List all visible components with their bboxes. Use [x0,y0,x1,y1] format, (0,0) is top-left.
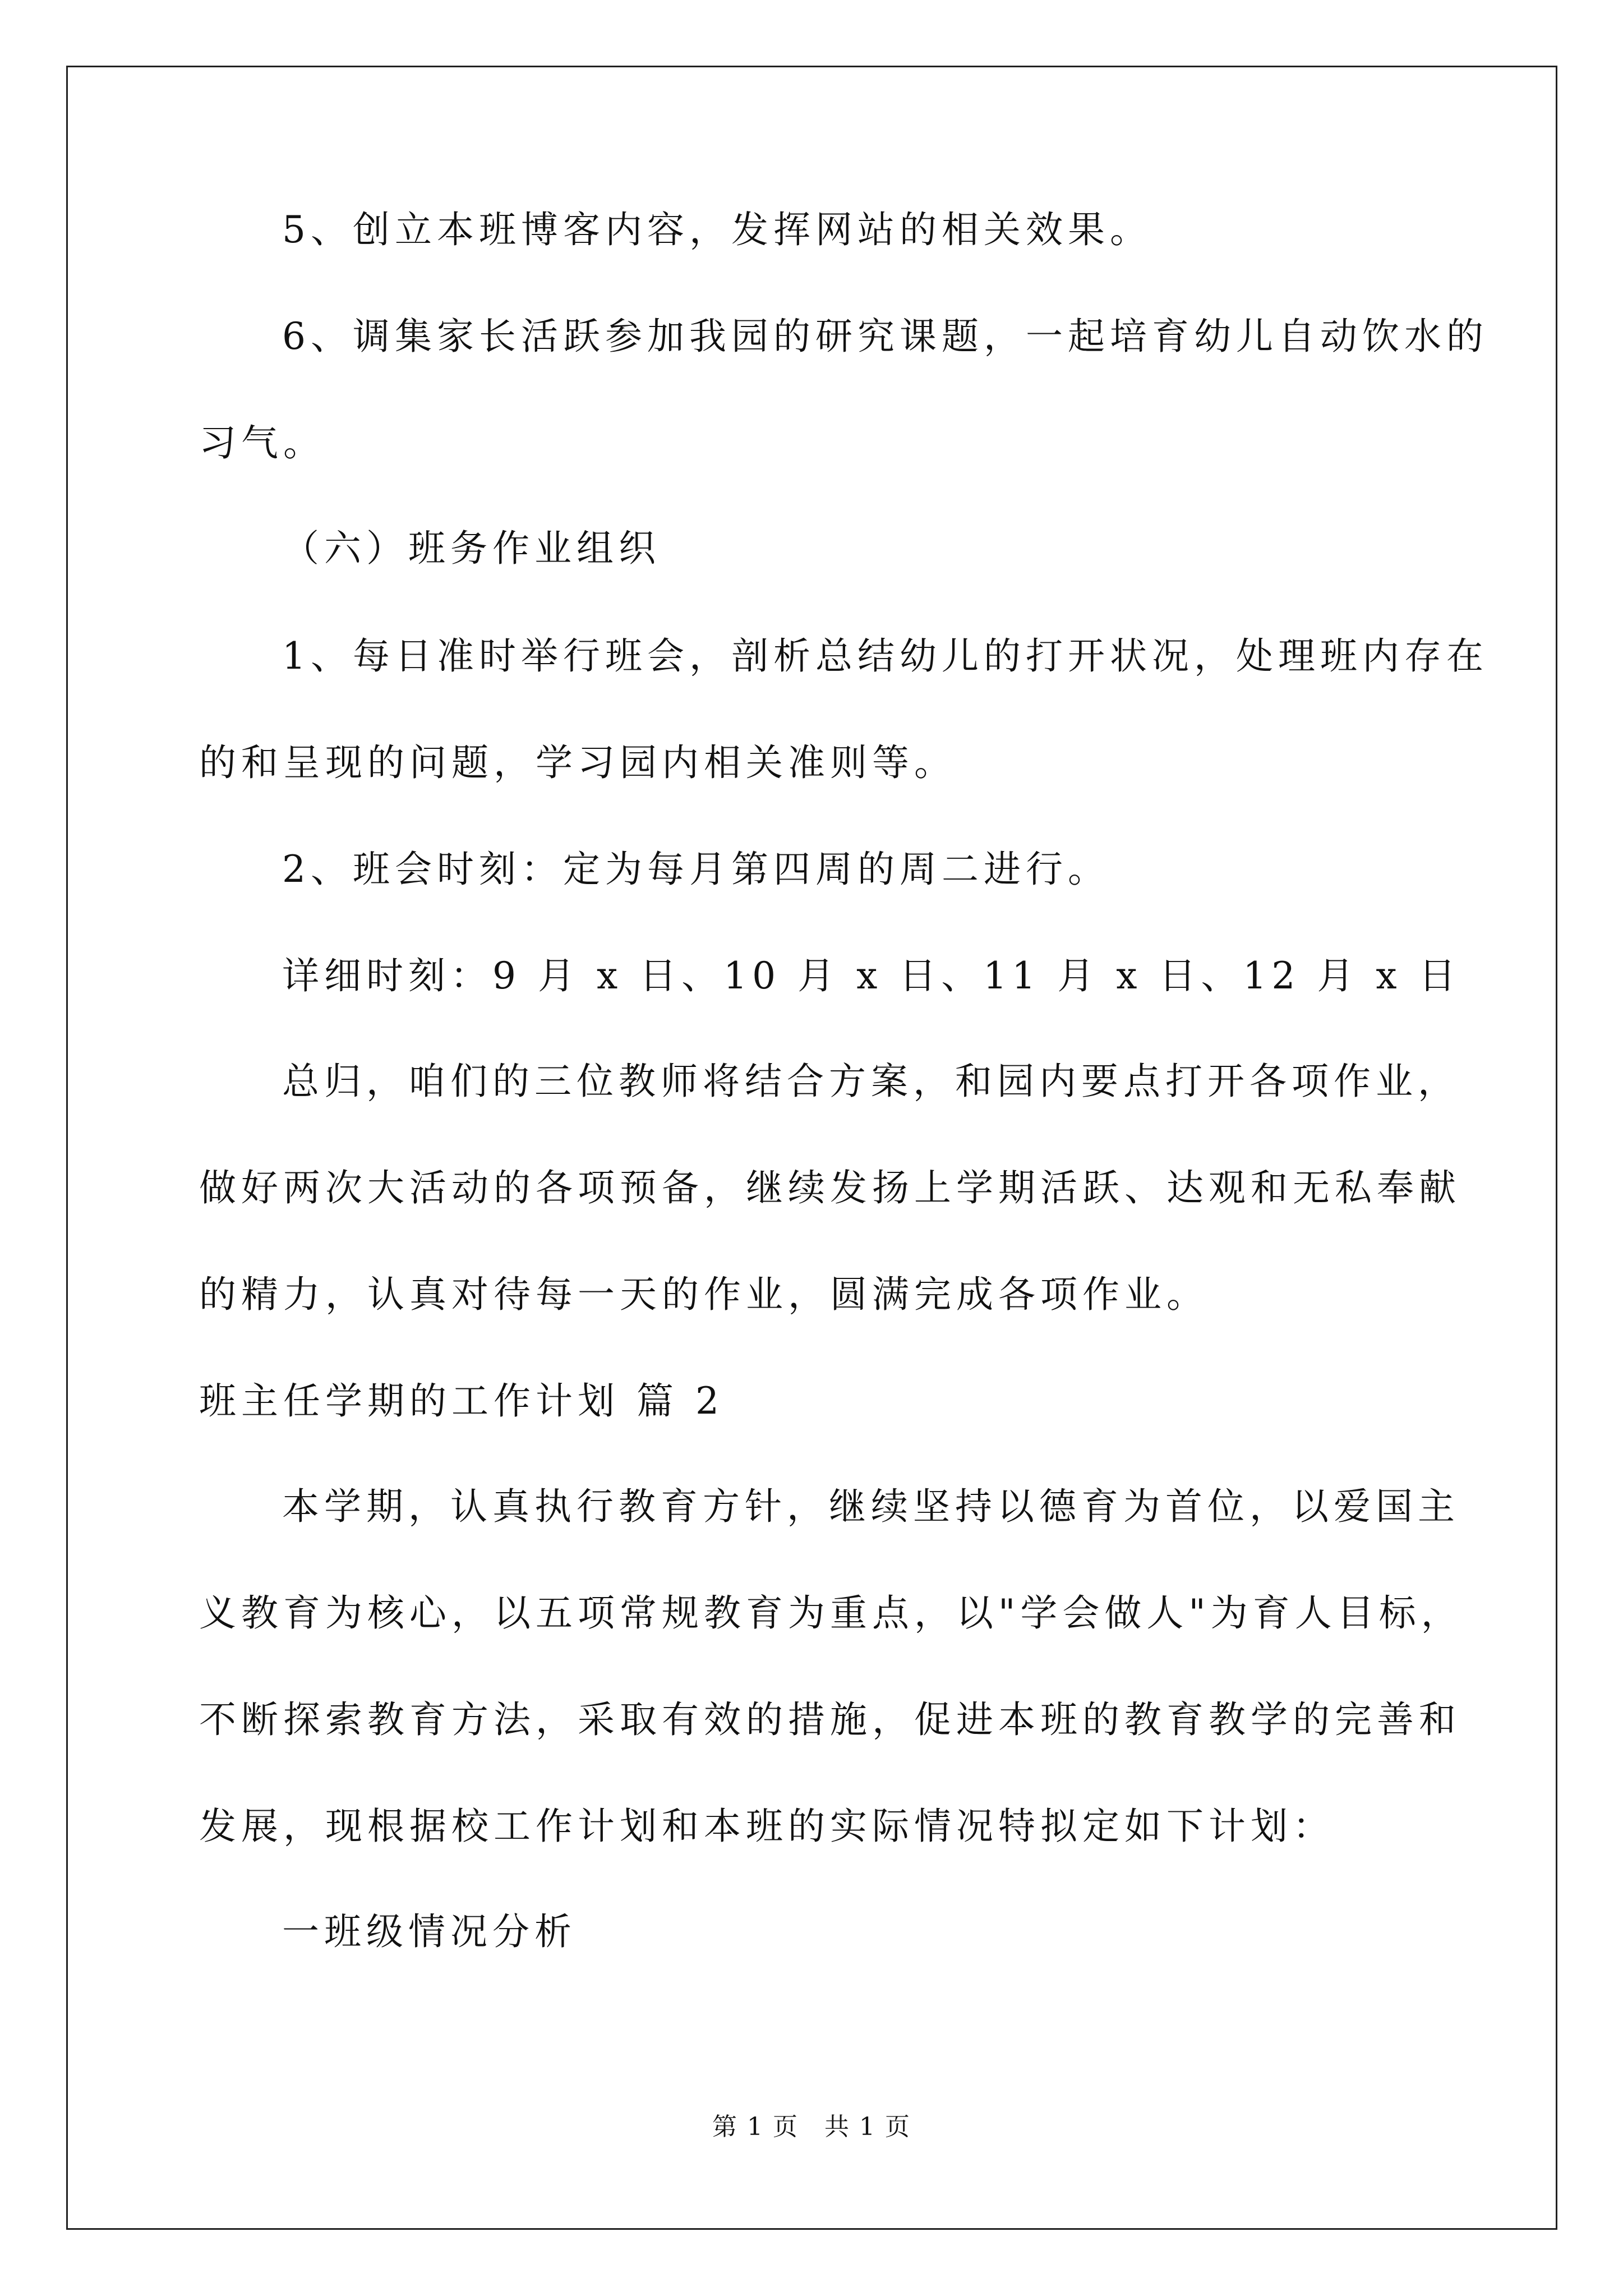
paragraph-line: 不断探索教育方法，采取有效的措施，促进本班的教育教学的完善和 [199,1698,1461,1741]
paragraph-line: 义教育为核心，以五项常规教育为重点，以"学会做人"为育人目标， [199,1591,1463,1635]
paragraph-line: 做好两次大活动的各项预备，继续发扬上学期活跃、达观和无私奉献 [199,1166,1461,1209]
paragraph-line: 5、创立本班博客内容，发挥网站的相关效果。 [282,208,1152,251]
paragraph-line: 6、调集家长活跃参加我园的研究课题，一起培育幼儿自动饮水的 [282,315,1488,358]
paragraph-line: 本学期，认真执行教育方针，继续坚持以德育为首位，以爱国主 [282,1485,1460,1528]
document-heading: 班主任学期的工作计划 篇 2 [199,1379,724,1423]
paragraph-line: 的和呈现的问题，学习园内相关准则等。 [199,741,956,784]
page-frame [66,66,1557,2230]
paragraph-line: 发展，现根据校工作计划和本班的实际情况特拟定如下计划： [199,1805,1335,1848]
paragraph-line: 总归，咱们的三位教师将结合方案，和园内要点打开各项作业， [282,1060,1460,1103]
page-number-footer: 第 1 页 共 1 页 [712,2113,911,2141]
section-heading: （六）班务作业组织 [282,527,661,570]
paragraph-line: 的精力，认真对待每一天的作业，圆满完成各项作业。 [199,1273,1209,1316]
paragraph-line: 习气。 [199,421,325,464]
paragraph-line: 2、班会时刻：定为每月第四周的周二进行。 [282,848,1110,891]
section-heading: 一班级情况分析 [282,1910,577,1953]
paragraph-line: 详细时刻：9 月 x 日、10 月 x 日、11 月 x 日、12 月 x 日 [282,954,1461,997]
paragraph-line: 1、每日准时举行班会，剖析总结幼儿的打开状况，处理班内存在 [282,634,1488,678]
